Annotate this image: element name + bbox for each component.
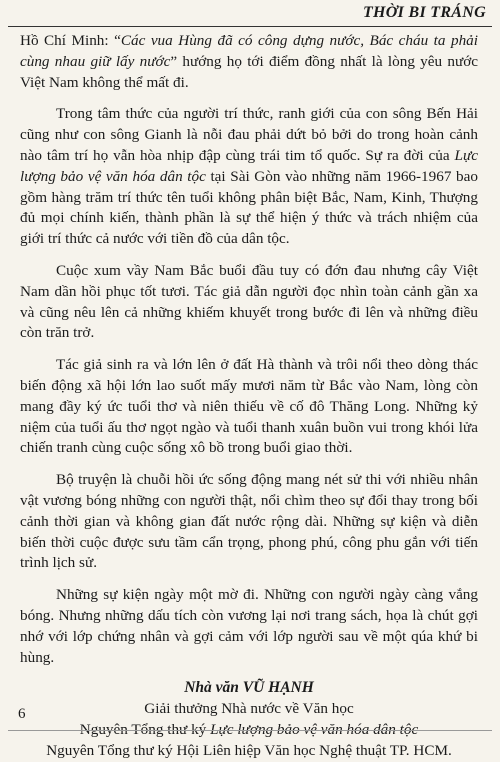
paragraph-5: Bộ truyện là chuỗi hồi ức sống động mang nét sử thi với nhiều nhân vật vương bóng những con người thật, nổi chìm theo sự đổi thay trong bối cảnh thời gian và không gian đất nước rộng dài. Những sự kiện và diễn biến thời cuộc được sưu tầm cẩn trọng, phong phú, công phu gắn với tiến trình lịch sử. (20, 471, 478, 572)
paragraph-6: Những sự kiện ngày một mờ đi. Những con người ngày càng vắng bóng. Nhưng những dấu tích còn vương lại nơi trang sách, họa là chút gợi nhớ với lớp chứng nhân và gợi cảm với lớp người sau về một qúa khứ bi hùng. (20, 586, 478, 666)
author-signature (20, 678, 478, 761)
paragraph-3: Cuộc xum vầy Nam Bắc buổi đầu tuy có đớn đau nhưng cây Việt Nam dần hồi phục tốt tươi. Tác giả dẫn người đọc nhìn toàn cảnh gần xa và cũng nêu lên cả những khiếm khuyết trong bước đi lên và những điều còn trăn trở. (20, 261, 478, 342)
paragraph-2 (20, 104, 478, 250)
page-number: 6 (18, 706, 26, 722)
author-award: Giải thưởng Nhà nước về Văn học (144, 700, 354, 718)
bottom-edge (8, 730, 492, 731)
header-rule (8, 26, 492, 27)
author-role-2: Nguyên Tổng thư ký Hội Liên hiệp Văn học Nghệ thuật TP. HCM. (46, 741, 452, 759)
paragraph-2-text-a: Trong tâm thức của người trí thức, ranh giới của con sông Bến Hải cũng như con sông Gianh là nỗi đau phải dứt bỏ bởi do trong hoàn cảnh nào tâm trí họ vẫn hòa nhịp đập cùng trái tim tổ quốc. Sự ra đời của (20, 105, 478, 164)
paragraph-1-text-b: ” hướng họ tới điểm đồng nhất là lòng yêu nước Việt Nam không thể mất đi. (20, 52, 478, 91)
paragraph-1-text-a: Hồ Chí Minh: “ (20, 32, 121, 49)
running-header: THỜI BI TRÁNG (362, 4, 486, 21)
paragraph-1-quote: Các vua Hùng đã có công dựng nước, Bác cháu ta phải cùng nhau giữ lấy nước (20, 32, 478, 70)
paragraph-1 (20, 31, 478, 93)
paragraph-2-org-name: Lực lượng bảo vệ văn hóa dân tộc (20, 146, 478, 185)
paragraph-2-text-b: tại Sài Gòn vào những năm 1966-1967 bao gồm hàng trăm trí thức tên tuổi không phân biệt Bắc, Nam, Kinh, Thượng đủ mọi chính kiến, thành phần là sự thể hiện ý thức và trách nhiệm của giới trí thức cả nước với tiền đồ của dân tộc. (20, 167, 478, 248)
paragraph-4: Tác giả sinh ra và lớn lên ở đất Hà thành và trôi nổi theo dòng thác biến động xã hội lớn lao suốt mấy mươi năm từ Bắc vào Nam, lòng còn mang đầy ký ức tuổi thơ và niên thiếu về cố đô Thăng Long. Những kỷ niệm của tuổi ấu thơ ngọt ngào và tuổi thanh xuân buồn vui trong khói lửa chiến tranh cùng cuộc sống xô bồ trong buổi giao thời. (20, 356, 478, 457)
author-name: Nhà văn VŨ HẠNH (184, 679, 314, 697)
author-role-1-org: Lực lượng bảo vệ văn hóa dân tộc (210, 720, 419, 738)
author-role-1-prefix: Nguyên Tổng thư ký (79, 720, 211, 738)
page-body (20, 31, 478, 762)
